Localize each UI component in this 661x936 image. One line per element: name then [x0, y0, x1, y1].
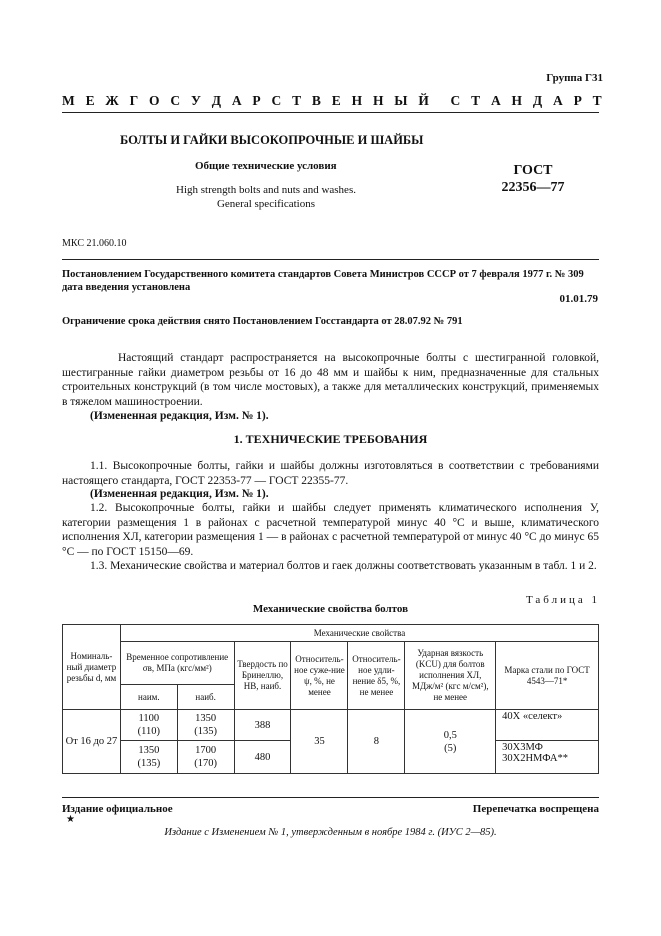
heading-letter: А [490, 93, 501, 108]
heading-letter: Т [471, 93, 481, 108]
header-hardness: Твердость по Бринеллю, НВ, наиб. [234, 642, 291, 710]
cell-steel-2: 30Х3МФ 30Х2НМФА** [496, 741, 599, 774]
cell-impact: 0,5 (5) [405, 710, 496, 774]
cell-diameter: От 16 до 27 [63, 710, 121, 774]
heading-letter: А [553, 93, 563, 108]
table-label: Таблица 1 [525, 594, 600, 606]
cell-hardness-1: 388 [234, 710, 291, 741]
decree-text: Постановлением Государственного комитета стандартов Совета Министров СССР от 7 февраля 1977 г. № 309 дата введения установлена [62, 269, 584, 293]
section-title: 1. ТЕХНИЧЕСКИЕ ТРЕБОВАНИЯ [233, 432, 428, 446]
cell-hardness-2: 480 [234, 741, 291, 774]
header-tensile: Временное сопротивление σв, МПа (кгс/мм²) [120, 642, 234, 685]
header-max: наиб. [177, 685, 234, 710]
header-divider [62, 112, 599, 113]
heading-letter: Ы [394, 93, 408, 108]
introduction-date: 01.01.79 [559, 293, 598, 305]
table-title: Механические свойства болтов [252, 603, 409, 615]
star-mark: ★ [66, 814, 75, 825]
heading-letter: Т [592, 93, 602, 108]
header-mechanical: Механические свойства [120, 625, 598, 642]
clause-1-1: 1.1. Высокопрочные болты, гайки и шайбы должны изготовляться в соответствии с требованиями настоящего стандарта, ГОСТ 22353-77 — ГОСТ 22355-77. [62, 460, 599, 487]
clause-1-3: 1.3. Механические свойства и материал болтов и гаек должны соответствовать указанным в табл. 1 и 2. [90, 560, 597, 572]
cell-max-2: 1700 (170) [177, 741, 234, 774]
table-row [63, 710, 599, 741]
cell-narrowing: 35 [291, 710, 348, 774]
mechanical-properties-table [62, 624, 599, 774]
heading-letter: У [190, 93, 201, 108]
validity-limit-text: Ограничение срока действия снято Постановлением Госстандарта от 28.07.92 № 791 [62, 316, 463, 327]
official-edition: Издание официальное [62, 803, 173, 815]
heading-letter: А [231, 93, 242, 108]
heading-letter: С [170, 93, 181, 108]
heading-letter: Д [532, 93, 543, 108]
group-code: Группа Г31 [546, 72, 603, 84]
interstate-standard-heading [62, 93, 602, 109]
gost-designation: ГОСТ 22356—77 [501, 163, 565, 195]
heading-letter: М [62, 93, 75, 108]
heading-letter: Й [418, 93, 429, 108]
heading-letter: Г [129, 93, 139, 108]
cell-min-1: 1100 (110) [120, 710, 177, 741]
header-impact: Ударная вязкость (KCU) для болтов исполнения ХЛ, МДж/м² (кгс м/см²), не менее [405, 642, 496, 710]
header-elongation: Относитель-ное удли-нение δ5, %, не менее [348, 642, 405, 710]
cell-steel-1: 40Х «селект» [496, 710, 599, 741]
header-diameter: Номиналь-ный диаметр резьбы d, мм [63, 625, 121, 710]
heading-letter: Е [331, 93, 341, 108]
heading-letter: Е [85, 93, 95, 108]
heading-letter: Т [292, 93, 302, 108]
cell-min-2: 1350 (135) [120, 741, 177, 774]
heading-letter: С [271, 93, 282, 108]
reprint-prohibited: Перепечатка воспрещена [472, 803, 599, 815]
heading-letter: Р [573, 93, 582, 108]
document-title: БОЛТЫ И ГАЙКИ ВЫСОКОПРОЧНЫЕ И ШАЙБЫ [120, 133, 424, 147]
header-steel: Марка стали по ГОСТ 4543—71* [496, 642, 599, 710]
header-min: наим. [120, 685, 177, 710]
heading-letter: Д [211, 93, 221, 108]
footer-divider [62, 797, 599, 798]
heading-letter: С [450, 93, 461, 108]
english-title: High strength bolts and nuts and washes. General specifications [176, 184, 356, 210]
document-subtitle: Общие технические условия [195, 160, 337, 172]
clause-1-2: 1.2. Высокопрочные болты, гайки и шайбы следует применять климатического исполнения У, категории размещения 1 в районах с расчетной температурой минус 40 °С и выше, климатического исполнения ХЛ, категории размещения 1 — в районах с расчетной температурой от минус 40 °С до минус 65 °С — по ГОСТ 15150—69. [62, 502, 599, 558]
clause-1-1-amendment: (Измененная редакция, Изм. № 1). [90, 488, 269, 500]
intro-amendment: (Измененная редакция, Изм. № 1). [90, 410, 269, 422]
edition-note: Издание с Изменением № 1, утвержденным в ноябре 1984 г. (ИУС 2—85). [164, 827, 497, 838]
heading-letter: Н [351, 93, 363, 108]
heading-letter: В [311, 93, 321, 108]
mks-code: МКС 21.060.10 [62, 238, 127, 249]
meta-divider [62, 259, 599, 260]
heading-letter: Н [511, 93, 523, 108]
cell-elongation: 8 [348, 710, 405, 774]
cell-max-1: 1350 (135) [177, 710, 234, 741]
heading-letter: Ж [105, 93, 119, 108]
heading-letter: Н [372, 93, 384, 108]
intro-paragraph: Настоящий стандарт распространяется на высокопрочные болты с шестигранной головкой, шестигранные гайки диаметром резьбы от 16 до 48 мм и шайбы к ним, предназначенные для стальных строительных конструкций (в том числе мостовых), а также для металлических конструкций, применяемых в тяжелом машиностроении. [62, 352, 599, 408]
heading-letter: О [149, 93, 160, 108]
header-narrowing: Относитель-ное суже-ние ψ, %, не менее [291, 642, 348, 710]
heading-letter: Р [252, 93, 261, 108]
